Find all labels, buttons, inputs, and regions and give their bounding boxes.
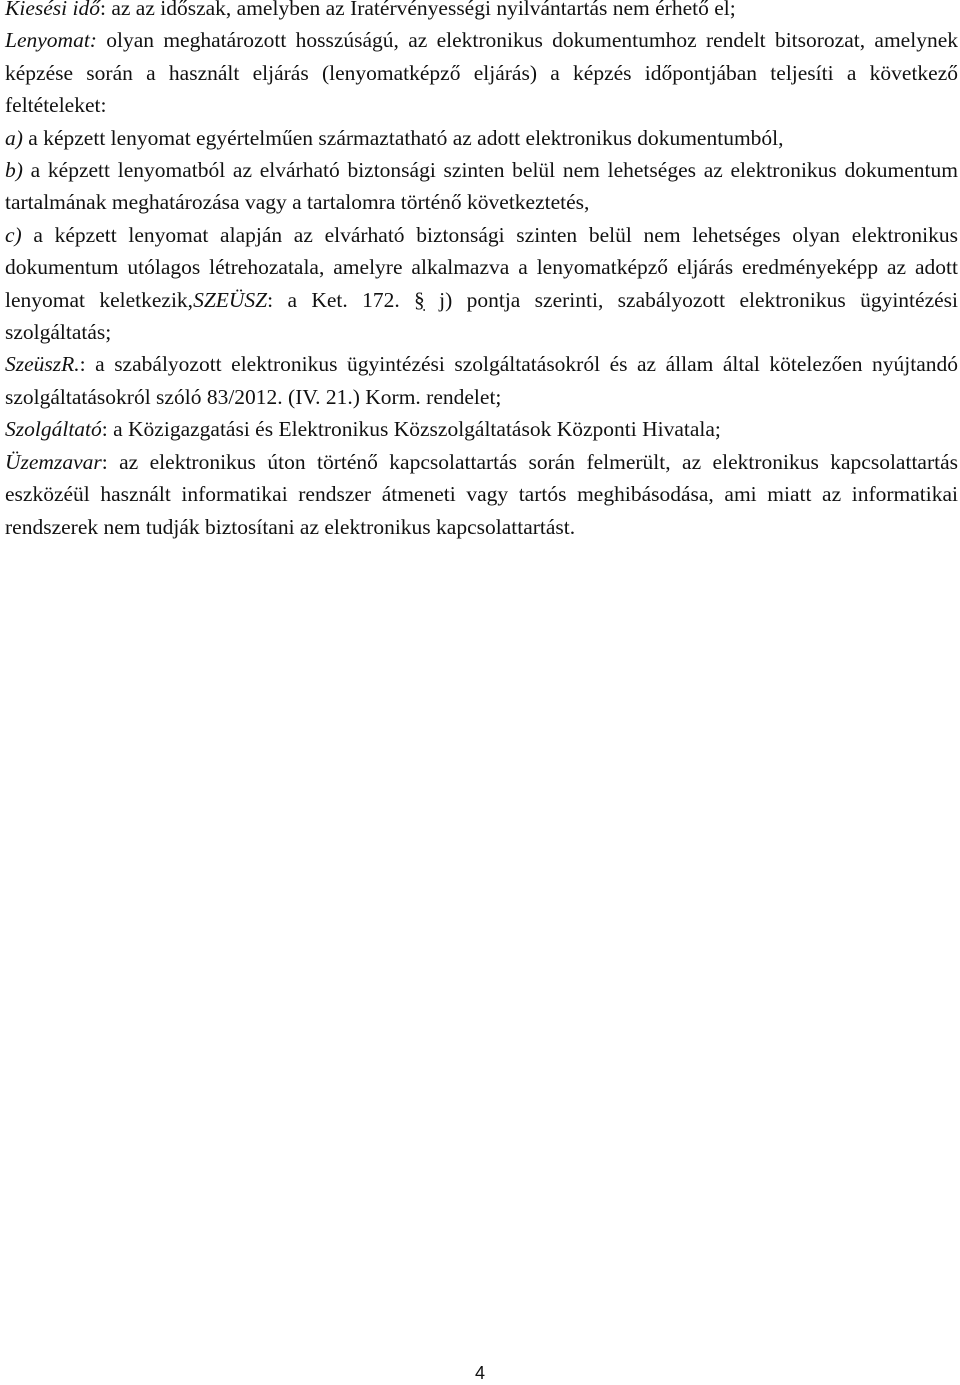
definition-szeuszr <box>5 348 958 413</box>
document-page <box>5 0 958 543</box>
list-text-a: a képzett lenyomat egyértelműen származtatható az adott elektronikus dokumentumból, <box>22 125 784 150</box>
list-item-c <box>5 219 958 349</box>
term-kieses-ido: Kiesési idő <box>5 0 100 20</box>
definition-text-szeusz-rest: j) pontja szerinti, szabályozott elektronikus ügyintézési szolgáltatás; <box>5 287 958 345</box>
list-item-a <box>5 122 958 154</box>
list-marker-c: c) <box>5 222 22 247</box>
definition-lenyomat <box>5 24 958 121</box>
section-sign-link[interactable]: § <box>414 287 425 312</box>
definition-text-lenyomat: olyan meghatározott hosszúságú, az elektronikus dokumentumhoz rendelt bitsorozat, amelynek képzése során a használt eljárás (lenyomatképző eljárás) a képzés időpontjában teljesíti a következő feltételeket: <box>5 28 958 118</box>
list-marker-a: a) <box>5 125 23 150</box>
list-marker-b: b) <box>5 158 23 183</box>
term-szeusz: SZEÜSZ <box>193 287 268 312</box>
definition-text-szolgaltato: : a Közigazgatási és Elektronikus Közszolgáltatások Központi Hivatala; <box>101 417 721 442</box>
definition-text-szeusz: : a Ket. 172. <box>267 287 415 312</box>
definition-text-uzemzavar: : az elektronikus úton történő kapcsolattartás során felmerült, az elektronikus kapcsolattartás eszközéül használt informatikai rendszer átmeneti vagy tartós meghibásodása, ami miatt az informatikai rendszerek nem tudják biztosítani az elektronikus kapcsolattartást. <box>5 449 958 539</box>
list-text-c: a képzett lenyomat alapján az elvárható biztonsági szinten belül nem lehetséges olyan elektronikus dokumentum utólagos létrehozatala, amelyre alkalmazva a lenyomatképző eljárás eredményeképp az adott lenyomat keletkezik, <box>5 222 958 312</box>
page-number: 4 <box>474 1363 485 1383</box>
term-szolgaltato: Szolgáltató <box>5 417 102 442</box>
term-lenyomat: Lenyomat: <box>5 28 97 53</box>
list-text-b: a képzett lenyomatból az elvárható biztonsági szinten belül nem lehetséges az elektronikus dokumentum tartalmának meghatározása vagy a tartalomra történő következtetés, <box>5 158 958 215</box>
definition-kieses-ido <box>5 0 958 24</box>
list-item-b <box>5 154 958 219</box>
definition-uzemzavar <box>5 446 958 543</box>
term-uzemzavar: Üzemzavar <box>5 449 102 474</box>
term-szeuszr: SzeüszR. <box>5 352 80 377</box>
definition-text-szeuszr: : a szabályozott elektronikus ügyintézési szolgáltatásokról és az állam által kötelezően nyújtandó szolgáltatásokról szóló 83/2012. (IV. 21.) Korm. rendelet; <box>5 352 958 409</box>
definition-szolgaltato <box>5 413 958 445</box>
definition-text-kieses-ido: : az az időszak, amelyben az Iratérvényességi nyilvántartás nem érhető el; <box>99 0 736 20</box>
